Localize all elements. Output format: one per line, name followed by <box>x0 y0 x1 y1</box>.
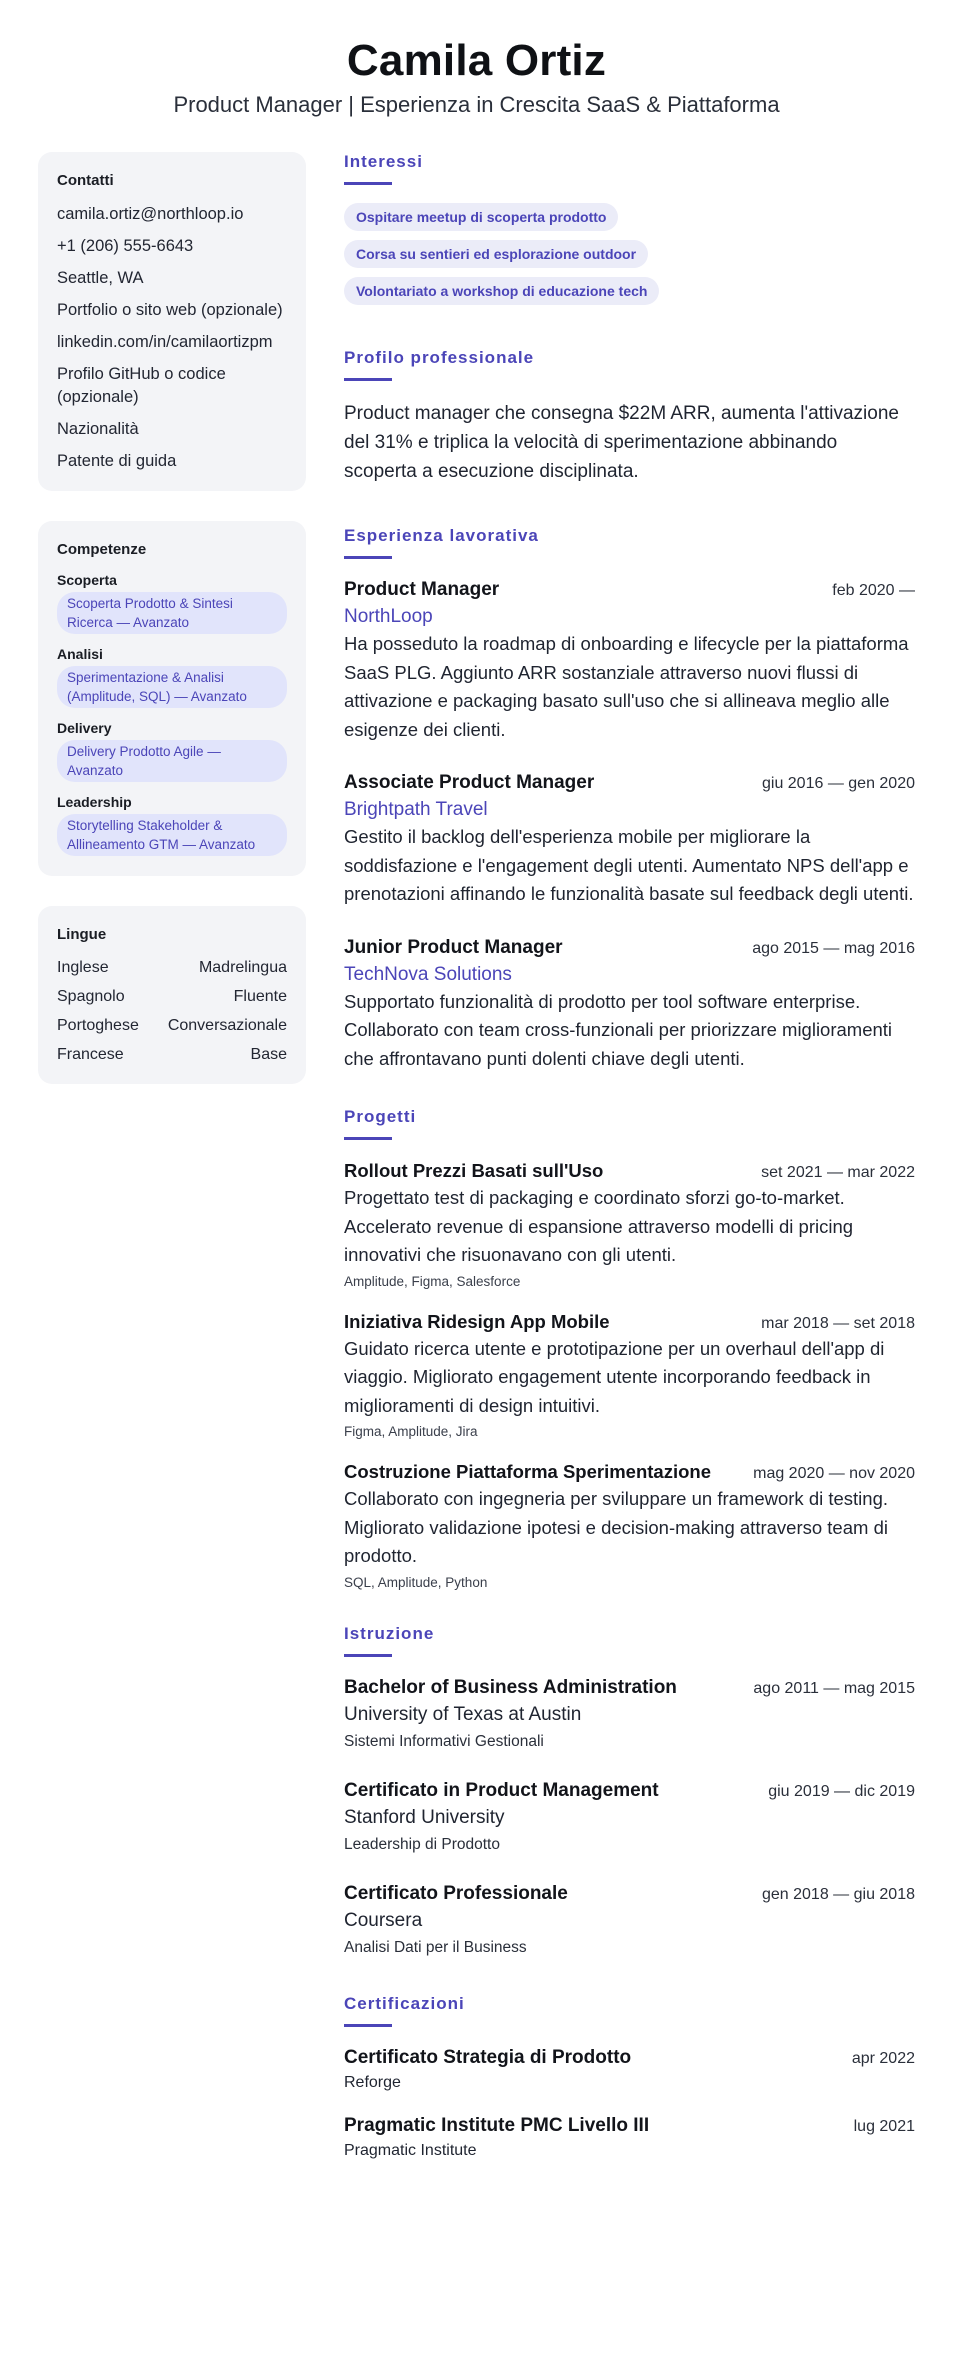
education-section <box>344 1624 915 1960</box>
language-name: Inglese <box>57 959 109 976</box>
languages-card <box>38 906 306 1084</box>
job-title: Junior Product Manager <box>344 936 563 958</box>
contact-linkedin[interactable]: linkedin.com/in/camilaortizpm <box>57 333 273 351</box>
certification-issuer: Reforge <box>344 2073 401 2091</box>
section-rule <box>344 1654 392 1657</box>
skill-pill: Scoperta Prodotto & Sintesi Ricerca — Avanzato <box>57 592 287 634</box>
education-entry <box>344 1778 915 1857</box>
education-dates: gen 2018 — giu 2018 <box>761 1885 915 1903</box>
skill-pill: Storytelling Stakeholder & Allineamento GTM — Avanzato <box>57 814 287 856</box>
contact-github: Profilo GitHub o codice (opzionale) <box>57 365 226 406</box>
section-title: Progetti <box>344 1107 417 1126</box>
skill-group <box>57 794 287 856</box>
education-dates: ago 2011 — mag 2015 <box>753 1679 915 1697</box>
interest-chips <box>344 203 915 314</box>
project-dates: mag 2020 — nov 2020 <box>753 1465 915 1482</box>
job-dates: feb 2020 — <box>832 582 915 599</box>
resume-header <box>38 0 915 152</box>
degree-name: Certificato Professionale <box>344 1882 568 1904</box>
language-row <box>57 957 287 979</box>
project-name: Iniziativa Ridesign App Mobile <box>344 1310 610 1332</box>
language-name: Francese <box>57 1046 124 1063</box>
section-rule <box>344 556 392 559</box>
language-row <box>57 986 287 1008</box>
degree-name: Certificato in Product Management <box>344 1779 659 1801</box>
interest-chip: Volontariato a workshop di educazione tech <box>344 277 659 305</box>
experience-entry <box>344 770 915 909</box>
project-entry <box>344 1459 915 1590</box>
section-title: Certificazioni <box>344 1993 465 2013</box>
job-description: Supportato funzionalità di prodotto per tool software enterprise. Collaborato con team cross-funzionali per priorizzare miglioramenti che affrontavano punti dolenti chiave degli utenti. <box>344 990 893 1069</box>
project-tech: Amplitude, Figma, Salesforce <box>344 1273 521 1289</box>
certification-entry <box>344 2045 915 2095</box>
language-row <box>57 1015 287 1037</box>
education-entry <box>344 1675 915 1754</box>
project-entry <box>344 1158 915 1289</box>
sidebar <box>38 152 306 1114</box>
interest-chip: Corsa su sentieri ed esplorazione outdoor <box>344 240 648 268</box>
certification-name: Pragmatic Institute PMC Livello III <box>344 2114 650 2136</box>
certification-issuer: Pragmatic Institute <box>344 2141 477 2159</box>
experience-section <box>344 526 915 1073</box>
certifications-section <box>344 1994 915 2163</box>
experience-entry <box>344 935 915 1074</box>
contact-phone[interactable]: +1 (206) 555-6643 <box>57 237 194 255</box>
school-name: Stanford University <box>344 1806 505 1828</box>
project-description: Collaborato con ingegneria per sviluppare un framework di testing. Migliorato validazione ipotesi e decision-making attraverso team di prodotto. <box>344 1488 888 1566</box>
education-dates: giu 2019 — dic 2019 <box>768 1782 915 1800</box>
profile-section <box>344 348 915 486</box>
section-rule <box>344 1137 392 1140</box>
skills-card <box>38 521 306 876</box>
project-description: Guidato ricerca utente e prototipazione per un overhaul dell'app di viaggio. Migliorato engagement utente incorporando feedback in miglioramenti di design intuitivi. <box>344 1337 885 1416</box>
company-name: TechNova Solutions <box>344 963 512 985</box>
degree-name: Bachelor of Business Administration <box>344 1676 677 1698</box>
languages-title: Lingue <box>57 926 107 943</box>
project-description: Progettato test di packaging e coordinato sforzi go-to-market. Accelerato revenue di espansione attraverso modelli di pricing innovativi che risuonavano con gli utenti. <box>344 1187 854 1265</box>
project-tech: SQL, Amplitude, Python <box>344 1574 488 1590</box>
job-description: Gestito il backlog dell'esperienza mobile per migliorare la soddisfazione e l'engagement degli utenti. Aumentato NPS dell'app e prenotazioni affinando le funzionalità basate sul feedback degli utenti. <box>344 826 914 904</box>
projects-section <box>344 1107 915 1590</box>
school-name: University of Texas at Austin <box>344 1703 582 1725</box>
contacts-title: Contatti <box>57 172 114 189</box>
field-of-study: Sistemi Informativi Gestionali <box>344 1732 544 1750</box>
interests-section <box>344 152 915 314</box>
project-dates: mar 2018 — set 2018 <box>761 1314 915 1332</box>
contact-portfolio: Portfolio o sito web (opzionale) <box>57 301 283 319</box>
skill-group <box>57 720 287 782</box>
company-name: NorthLoop <box>344 606 433 627</box>
experience-entry <box>344 577 915 744</box>
skill-group <box>57 572 287 634</box>
contacts-card <box>38 152 306 491</box>
field-of-study: Leadership di Prodotto <box>344 1835 500 1853</box>
skill-category: Analisi <box>57 646 103 662</box>
certification-name: Certificato Strategia di Prodotto <box>344 2046 632 2068</box>
section-rule <box>344 2024 392 2027</box>
field-of-study: Analisi Dati per il Business <box>344 1938 527 1956</box>
project-name: Costruzione Piattaforma Sperimentazione <box>344 1461 711 1482</box>
job-title: Product Manager <box>344 579 500 600</box>
contact-nationality: Nazionalità <box>57 420 139 438</box>
job-dates: giu 2016 — gen 2020 <box>761 775 915 792</box>
interest-chip: Ospitare meetup di scoperta prodotto <box>344 203 618 231</box>
job-dates: ago 2015 — mag 2016 <box>752 939 915 957</box>
section-rule <box>344 378 392 381</box>
skill-category: Leadership <box>57 794 132 810</box>
section-rule <box>344 182 392 185</box>
contact-email[interactable]: camila.ortiz@northloop.io <box>57 205 244 223</box>
skill-pill: Sperimentazione & Analisi (Amplitude, SQL) — Avanzato <box>57 666 287 708</box>
skill-category: Scoperta <box>57 572 117 588</box>
education-entry <box>344 1881 915 1960</box>
language-name: Portoghese <box>57 1017 139 1034</box>
job-description: Ha posseduto la roadmap di onboarding e lifecycle per la piattaforma SaaS PLG. Aggiunto ARR sostanziale attraverso nuovi flussi di attivazione e packaging basato sull'uso che si allineava meglio alle esigenze dei clienti. <box>344 633 909 740</box>
school-name: Coursera <box>344 1909 423 1931</box>
company-name: Brightpath Travel <box>344 799 488 820</box>
language-level: Fluente <box>233 988 287 1005</box>
project-dates: set 2021 — mar 2022 <box>761 1164 915 1181</box>
language-level: Base <box>250 1046 287 1063</box>
project-entry <box>344 1309 915 1440</box>
section-title: Profilo professionale <box>344 348 535 367</box>
profile-summary: Product manager che consegna $22M ARR, aumenta l'attivazione del 31% e triplica la velocità di sperimentazione abbinando scoperta a esecuzione disciplinata. <box>344 403 899 482</box>
skill-pill: Delivery Prodotto Agile — Avanzato <box>57 740 287 782</box>
language-level: Madrelingua <box>198 959 287 976</box>
certification-entry <box>344 2113 915 2163</box>
certification-date: lug 2021 <box>853 2117 915 2135</box>
job-title: Associate Product Manager <box>344 772 595 793</box>
skills-title: Competenze <box>57 541 147 558</box>
skill-category: Delivery <box>57 720 112 736</box>
candidate-name: Camila Ortiz <box>346 36 607 85</box>
section-title: Interessi <box>344 152 423 171</box>
skill-group <box>57 646 287 708</box>
project-tech: Figma, Amplitude, Jira <box>344 1424 478 1439</box>
candidate-headline: Product Manager | Esperienza in Crescita SaaS & Piattaforma <box>173 92 780 117</box>
language-row <box>57 1044 287 1066</box>
section-title: Esperienza lavorativa <box>344 526 539 545</box>
language-level: Conversazionale <box>167 1017 287 1034</box>
certification-date: apr 2022 <box>851 2049 915 2067</box>
contact-driving-license: Patente di guida <box>57 452 177 470</box>
project-name: Rollout Prezzi Basati sull'Uso <box>344 1160 604 1181</box>
resume-body <box>38 152 915 2163</box>
section-title: Istruzione <box>344 1623 435 1643</box>
language-name: Spagnolo <box>57 988 125 1005</box>
contact-location: Seattle, WA <box>57 269 144 287</box>
main-content <box>344 152 915 2163</box>
